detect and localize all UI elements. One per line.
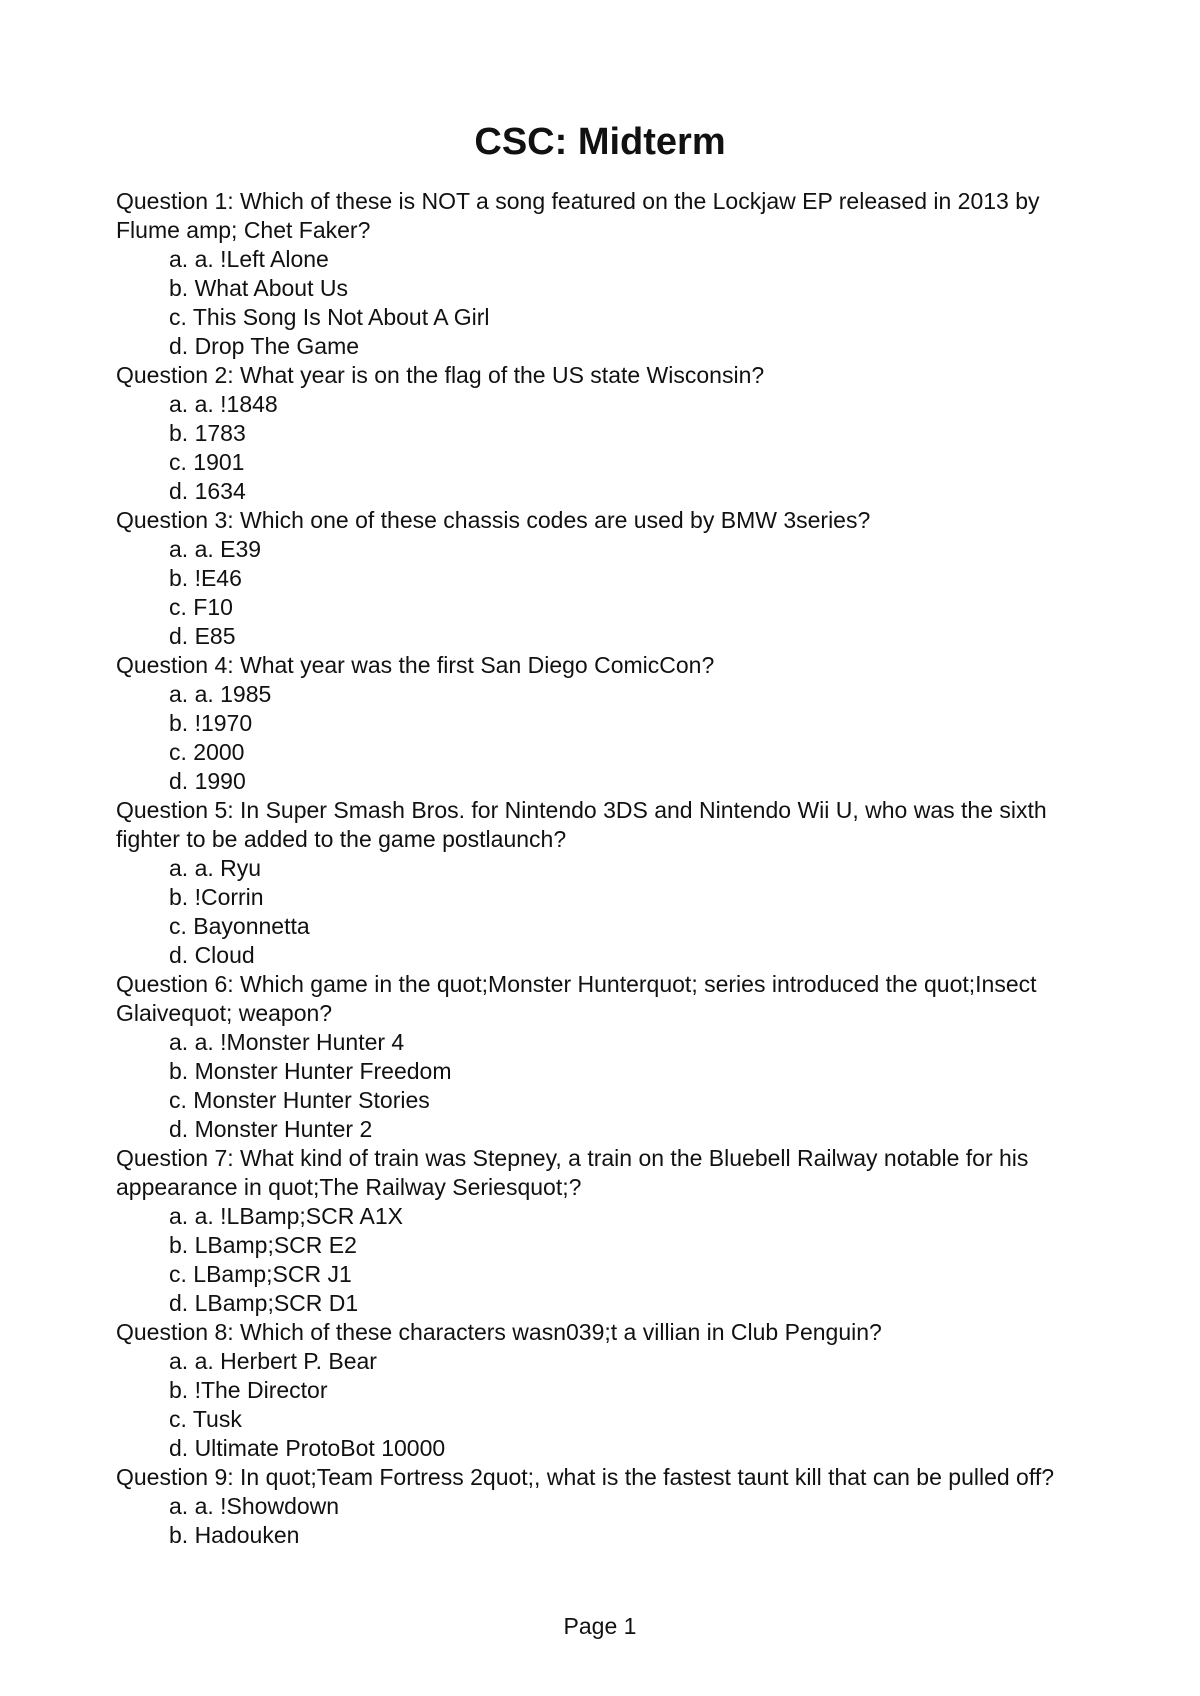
answer-option: a. a. 1985	[169, 681, 272, 707]
question-text: Question 5: In Super Smash Bros. for Nintendo 3DS and Nintendo Wii U, who was the sixth fighter to be added to the game postlaunch?	[116, 797, 1047, 852]
question-text: Question 6: Which game in the quot;Monster Hunterquot; series introduced the quot;Insect Glaivequot; weapon?	[116, 971, 1037, 1026]
answer-option: c. F10	[169, 594, 233, 620]
answer-options	[116, 854, 1096, 970]
answer-option: b. !The Director	[169, 1377, 328, 1403]
answer-options	[116, 1347, 1096, 1463]
question-5	[116, 796, 1096, 970]
question-text: Question 2: What year is on the flag of the US state Wisconsin?	[116, 362, 765, 388]
question-1	[116, 187, 1096, 361]
question-text: Question 7: What kind of train was Stepney, a train on the Bluebell Railway notable for his appearance in quot;The Railway Seriesquot;?	[116, 1145, 1029, 1200]
answer-option: d. 1990	[169, 768, 246, 794]
answer-option: c. 2000	[169, 739, 245, 765]
answer-options	[116, 245, 1096, 361]
question-text: Question 1: Which of these is NOT a song featured on the Lockjaw EP released in 2013 by Flume amp; Chet Faker?	[116, 188, 1040, 243]
answer-option: d. Ultimate ProtoBot 10000	[169, 1435, 446, 1461]
answer-option: c. Bayonnetta	[169, 913, 310, 939]
answer-option: c. LBamp;SCR J1	[169, 1261, 352, 1287]
question-text: Question 8: Which of these characters wasn039;t a villian in Club Penguin?	[116, 1319, 882, 1345]
answer-option: d. 1634	[169, 478, 246, 504]
answer-options	[116, 390, 1096, 506]
question-3	[116, 506, 1096, 651]
answer-option: a. a. Herbert P. Bear	[169, 1348, 377, 1374]
answer-option: c. Tusk	[169, 1406, 242, 1432]
answer-option: c. Monster Hunter Stories	[169, 1087, 430, 1113]
answer-option: a. a. !Left Alone	[169, 246, 329, 272]
answer-option: a. a. !Monster Hunter 4	[169, 1029, 405, 1055]
question-8	[116, 1318, 1096, 1463]
question-4	[116, 651, 1096, 796]
question-2	[116, 361, 1096, 506]
answer-options	[116, 1202, 1096, 1318]
answer-option: a. a. Ryu	[169, 855, 262, 881]
answer-option: a. a. !1848	[169, 391, 278, 417]
question-9	[116, 1463, 1096, 1550]
answer-option: c. 1901	[169, 449, 245, 475]
answer-option: a. a. !LBamp;SCR A1X	[169, 1203, 403, 1229]
answer-option: b. !1970	[169, 710, 253, 736]
question-text: Question 3: Which one of these chassis codes are used by BMW 3series?	[116, 507, 871, 533]
answer-options	[116, 535, 1096, 651]
answer-option: c. This Song Is Not About A Girl	[169, 304, 490, 330]
question-7	[116, 1144, 1096, 1318]
document-title: CSC: Midterm	[474, 121, 726, 163]
question-text: Question 4: What year was the first San Diego ComicCon?	[116, 652, 715, 678]
answer-option: b. What About Us	[169, 275, 348, 301]
answer-option: a. a. !Showdown	[169, 1493, 340, 1519]
answer-option: d. Monster Hunter 2	[169, 1116, 373, 1142]
page-number: Page 1	[563, 1613, 637, 1639]
answer-option: d. Drop The Game	[169, 333, 360, 359]
answer-options	[116, 680, 1096, 796]
question-text: Question 9: In quot;Team Fortress 2quot;, what is the fastest taunt kill that can be pulled off?	[116, 1464, 1055, 1490]
answer-option: d. E85	[169, 623, 236, 649]
question-6	[116, 970, 1096, 1144]
answer-option: b. !E46	[169, 565, 242, 591]
question-list	[116, 187, 1096, 1550]
answer-option: d. LBamp;SCR D1	[169, 1290, 359, 1316]
answer-options	[116, 1492, 1096, 1550]
answer-option: a. a. E39	[169, 536, 262, 562]
answer-option: b. 1783	[169, 420, 246, 446]
answer-option: b. Hadouken	[169, 1522, 300, 1548]
answer-option: b. !Corrin	[169, 884, 264, 910]
answer-options	[116, 1028, 1096, 1144]
answer-option: d. Cloud	[169, 942, 255, 968]
answer-option: b. Monster Hunter Freedom	[169, 1058, 452, 1084]
answer-option: b. LBamp;SCR E2	[169, 1232, 357, 1258]
